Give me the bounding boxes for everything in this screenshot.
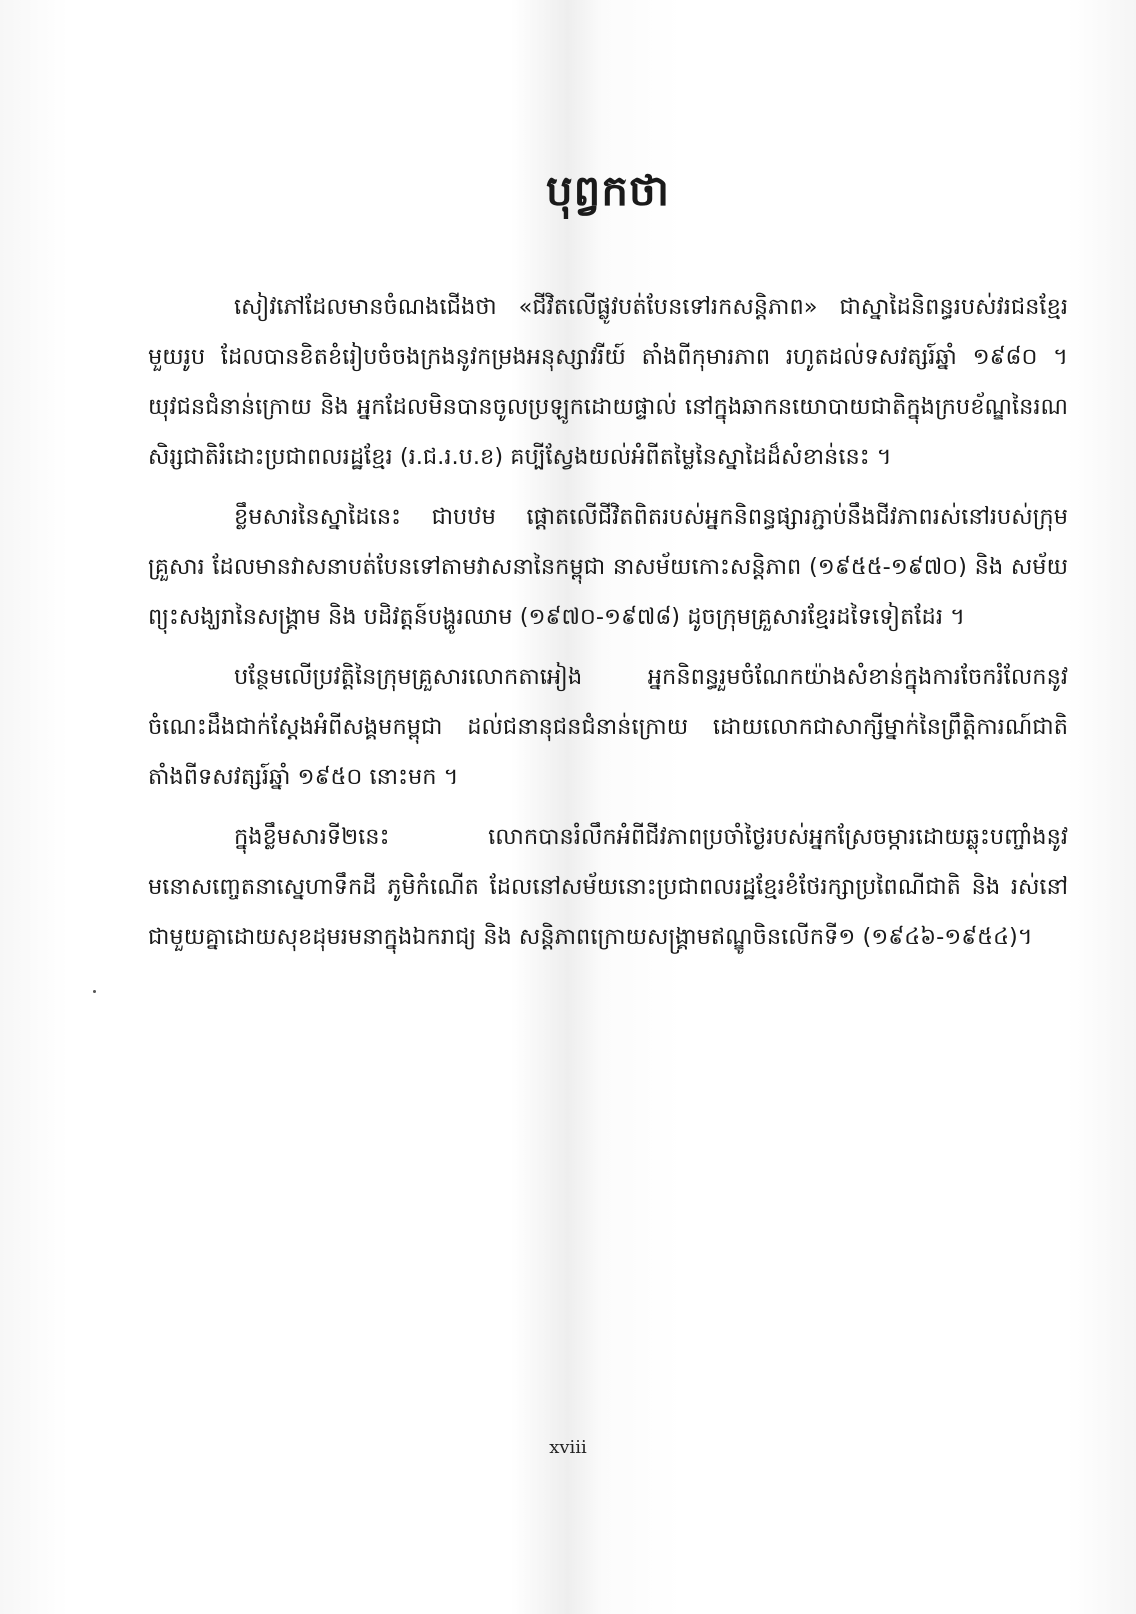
page-number: xviii (549, 1437, 587, 1458)
paragraph-1: សៀវភៅដែលមានចំណងជើងថា «ជីវិតលើផ្លូវបត់បែនទៅរកសន្តិភាព» ជាស្នាដៃនិពន្ធរបស់វរជនខ្មែរមួយរូប ដែលបានខិតខំរៀបចំចងក្រងនូវកម្រងអនុស្សាវរីយ៍ តាំងពីកុមារភាព រហូតដល់ទសវត្សរ៍ឆ្នាំ ១៩៨០ ។ យុវជនជំនាន់ក្រោយ និង អ្នកដែលមិនបានចូលប្រឡូកដោយផ្ទាល់ នៅក្នុងឆាកនយោបាយជាតិក្នុងក្របខ័ណ្ឌនៃរណសិរ្សជាតិរំដោះប្រជាពលរដ្ឋខ្មែរ (រ.ជ.រ.ប.ខ) គប្បីស្វែងយល់អំពីតម្លៃនៃស្នាដៃដ៏សំខាន់នេះ ។ (148, 294, 1068, 470)
page-content (148, 150, 1068, 972)
paragraph-3: បន្ថែមលើប្រវត្តិនៃក្រុមគ្រួសារលោកតាអៀង អ្នកនិពន្ធរួមចំណែកយ៉ាងសំខាន់ក្នុងការចែករំលែកនូវចំណេះដឹងជាក់ស្តែងអំពីសង្គមកម្ពុជា ដល់ជនានុជនជំនាន់ក្រោយ ដោយលោកជាសាក្សីម្នាក់នៃព្រឹត្តិការណ៍ជាតិ តាំងពីទសវត្សរ៍ឆ្នាំ ១៩៥០ នោះមក ។ (148, 664, 1068, 790)
paragraph-4: ក្នុងខ្លឹមសារទី២នេះ លោកបានរំលឹកអំពីជីវភាពប្រចាំថ្ងៃរបស់អ្នកស្រែចម្ការដោយឆ្លុះបញ្ចាំងនូវមនោសញ្ចេតនាស្នេហាទឹកដី ភូមិកំណើត ដែលនៅសម័យនោះប្រជាពលរដ្ឋខ្មែរខំថែរក្សាប្រពៃណីជាតិ និង រស់នៅជាមួយគ្នាដោយសុខដុមរមនាក្នុងឯករាជ្យ និង សន្តិភាពក្រោយសង្គ្រាមឥណ្ឌូចិនលើកទី១ (១៩៤៦-១៩៥៤)។ (148, 824, 1068, 950)
paragraph-2: ខ្លឹមសារនៃស្នាដៃនេះ ជាបឋម ផ្តោតលើជីវិតពិតរបស់អ្នកនិពន្ធផ្សារភ្ជាប់នឹងជីវភាពរស់នៅរបស់ក្រុមគ្រួសារ ដែលមានវាសនាបត់បែនទៅតាមវាសនានៃកម្ពុជា នាសម័យកោះសន្តិភាព (១៩៥៥-១៩៧០) និង សម័យព្យុះសង្ឃរានៃសង្គ្រាម និង បដិវត្តន៍បង្ហូរឈាម (១៩៧០-១៩៧៨) ដូចក្រុមគ្រួសារខ្មែរដទៃទៀតដែរ ។ (148, 504, 1068, 630)
scan-speck (93, 990, 96, 993)
page-title: បុព្វកថា (546, 166, 670, 215)
